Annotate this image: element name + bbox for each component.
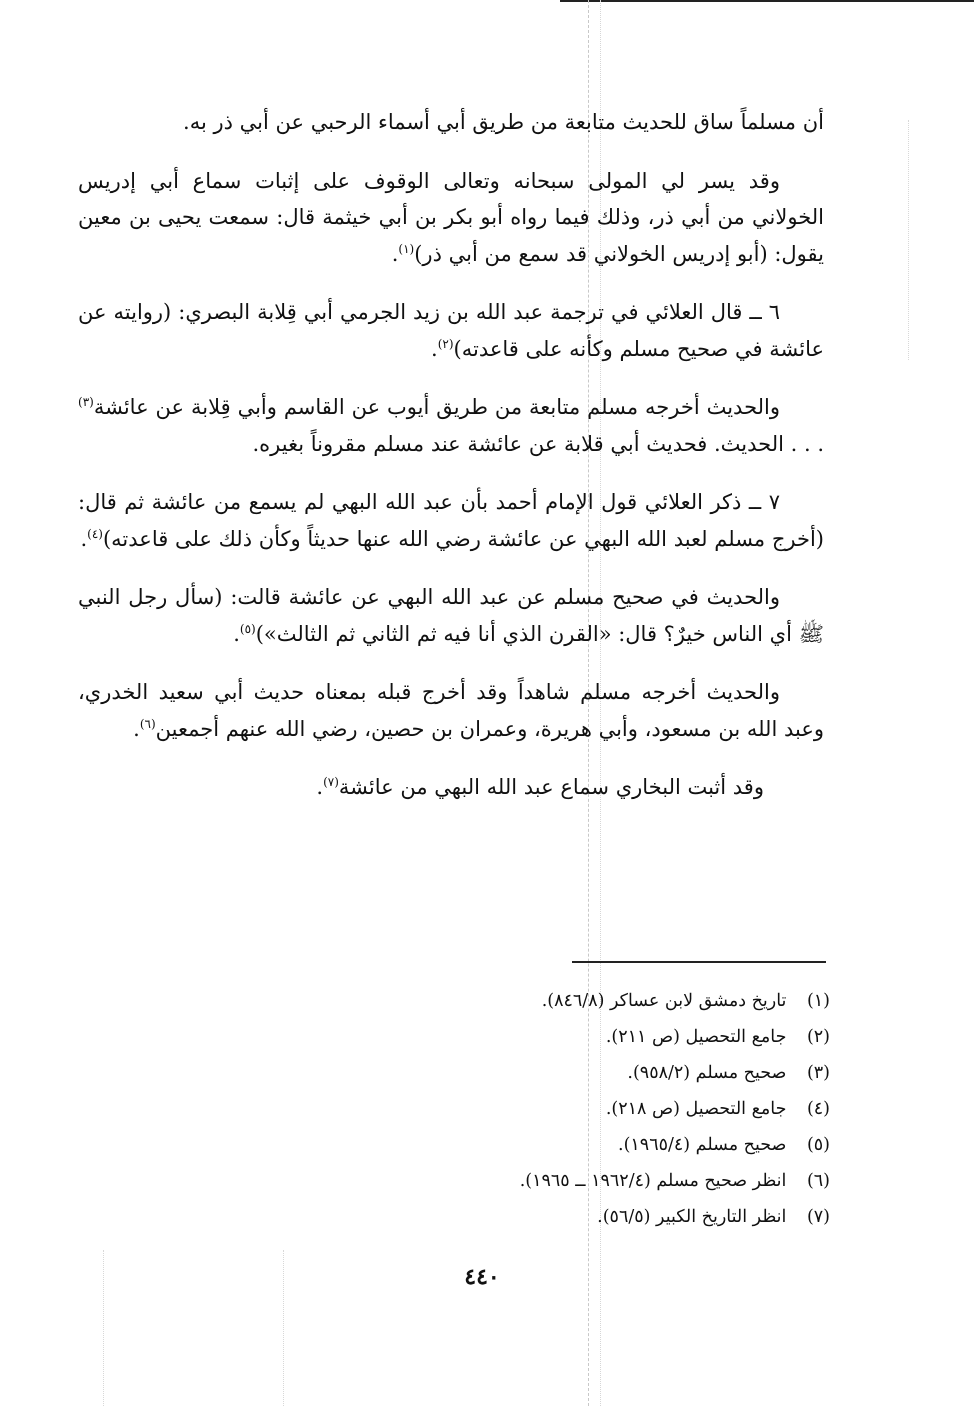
paragraph-text: وقد أثبت البخاري سماع عبد الله البهي من عائشة bbox=[338, 775, 764, 799]
footnote-number: (٢) bbox=[806, 1027, 830, 1047]
scan-top-edge-line bbox=[560, 0, 974, 2]
footnote-number: (٦) bbox=[806, 1171, 830, 1191]
footnote-text: صحيح مسلم (١٩٦٥/٤). bbox=[618, 1135, 787, 1155]
paragraph-tail: . bbox=[133, 716, 140, 741]
footnote-text: انظر صحيح مسلم (١٩٦٢/٤ ــ ١٩٦٥). bbox=[519, 1171, 787, 1191]
paragraph-tail: . bbox=[391, 241, 399, 266]
paragraph-8 bbox=[78, 769, 824, 806]
footnote-item bbox=[420, 1019, 830, 1055]
footnote-item bbox=[420, 1127, 830, 1163]
footnote-item bbox=[420, 1091, 830, 1127]
footnote-number: (٧) bbox=[806, 1207, 830, 1227]
paragraph-tail: . bbox=[233, 621, 240, 646]
footnote-number: (٣) bbox=[806, 1063, 830, 1083]
paragraph-1 bbox=[78, 104, 824, 141]
footnote-item bbox=[420, 983, 830, 1019]
page-number-text: ٤٤٠ bbox=[464, 1264, 500, 1290]
footnote-number: (٤) bbox=[806, 1099, 830, 1119]
main-text bbox=[78, 104, 824, 828]
footnote-ref[interactable]: (٤) bbox=[87, 526, 103, 541]
paragraph-text: ٦ ــ قال العلائي في ترجمة عبد الله بن زيد الجرمي أبي قِلابة البصري: (روايته عن عائشة في صحيح مسلم وكأنه على قاعدته) bbox=[78, 300, 824, 361]
paragraph-7 bbox=[78, 674, 824, 747]
paragraph-3 bbox=[78, 294, 824, 367]
footnote-ref[interactable]: (٦) bbox=[139, 716, 156, 731]
footnote-text: انظر التاريخ الكبير (٥٦/٥). bbox=[597, 1207, 787, 1227]
paragraph-text: وقد يسر لي المولى سبحانه وتعالى الوقوف على إثبات سماع أبي إدريس الخولاني من أبي ذر، وذلك فيما رواه أبو بكر بن أبي خيثمة قال: سمعت يحيى بن معين يقول: (أبو إدريس الخولاني قد سمع من أبي ذر) bbox=[78, 168, 824, 266]
paragraph-tail: . . . الحديث. فحديث أبي قلابة عن عائشة عند مسلم مقروناً بغيره. bbox=[252, 431, 824, 456]
footnote-text: صحيح مسلم (٩٥٨/٢). bbox=[627, 1063, 787, 1083]
footnote-ref[interactable]: (٧) bbox=[323, 775, 339, 789]
paragraph-tail: . bbox=[431, 336, 438, 361]
page-number bbox=[0, 1264, 974, 1290]
footnotes-list bbox=[420, 983, 830, 1235]
footnote-item bbox=[420, 1163, 830, 1199]
footnote-text: جامع التحصيل (ص ٢١١). bbox=[605, 1027, 787, 1047]
footnote-item bbox=[420, 1055, 830, 1091]
footnote-text: تاريخ دمشق لابن عساكر (٨٤٦/٨). bbox=[541, 991, 787, 1011]
footnote-ref[interactable]: (٢) bbox=[437, 336, 454, 351]
footnote-separator bbox=[572, 961, 826, 963]
footnote-ref[interactable]: (٣) bbox=[78, 395, 94, 409]
footnote-ref[interactable]: (١) bbox=[398, 241, 415, 256]
paragraph-text: ٧ ــ ذكر العلائي قول الإمام أحمد بأن عبد الله البهي لم يسمع من عائشة ثم قال: (أخرج مسلم لعبد الله البهي عن عائشة رضي الله عنها حديثاً وكأن ذلك على قاعدته) bbox=[78, 490, 824, 551]
paragraph-text: والحديث أخرجه مسلم متابعة من طريق أيوب عن القاسم وأبي قِلابة عن عائشة bbox=[93, 395, 780, 419]
paragraph-4 bbox=[78, 389, 824, 462]
paragraph-text: أن مسلماً ساق للحديث متابعة من طريق أبي أسماء الرحبي عن أبي ذر به. bbox=[183, 110, 824, 134]
paragraph-2 bbox=[78, 163, 824, 273]
paragraph-tail: . bbox=[316, 775, 324, 799]
paragraph-text: والحديث في صحيح مسلم عن عبد الله البهي عن عائشة قالت: (سأل رجل النبي ﷺ أي الناس خيرٌ؟ قال: «القرن الذي أنا فيه ثم الثاني ثم الثالث») bbox=[78, 585, 824, 646]
paragraph-text: والحديث أخرجه مسلم شاهداً وقد أخرج قبله بمعناه حديث أبي سعيد الخدري، وعبد الله بن مسعود، وأبي هريرة، وعمران بن حصين، رضي الله عنهم أجمعين bbox=[78, 680, 824, 741]
paragraph-5 bbox=[78, 484, 824, 557]
footnote-text: جامع التحصيل (ص ٢١٨). bbox=[605, 1099, 787, 1119]
paragraph-6 bbox=[78, 579, 824, 652]
footnote-ref[interactable]: (٥) bbox=[239, 621, 256, 636]
paragraph-tail: . bbox=[80, 526, 88, 551]
scan-fold-line bbox=[908, 120, 909, 360]
footnote-item bbox=[420, 1199, 830, 1235]
footnote-number: (١) bbox=[806, 991, 830, 1011]
footnote-number: (٥) bbox=[806, 1135, 830, 1155]
